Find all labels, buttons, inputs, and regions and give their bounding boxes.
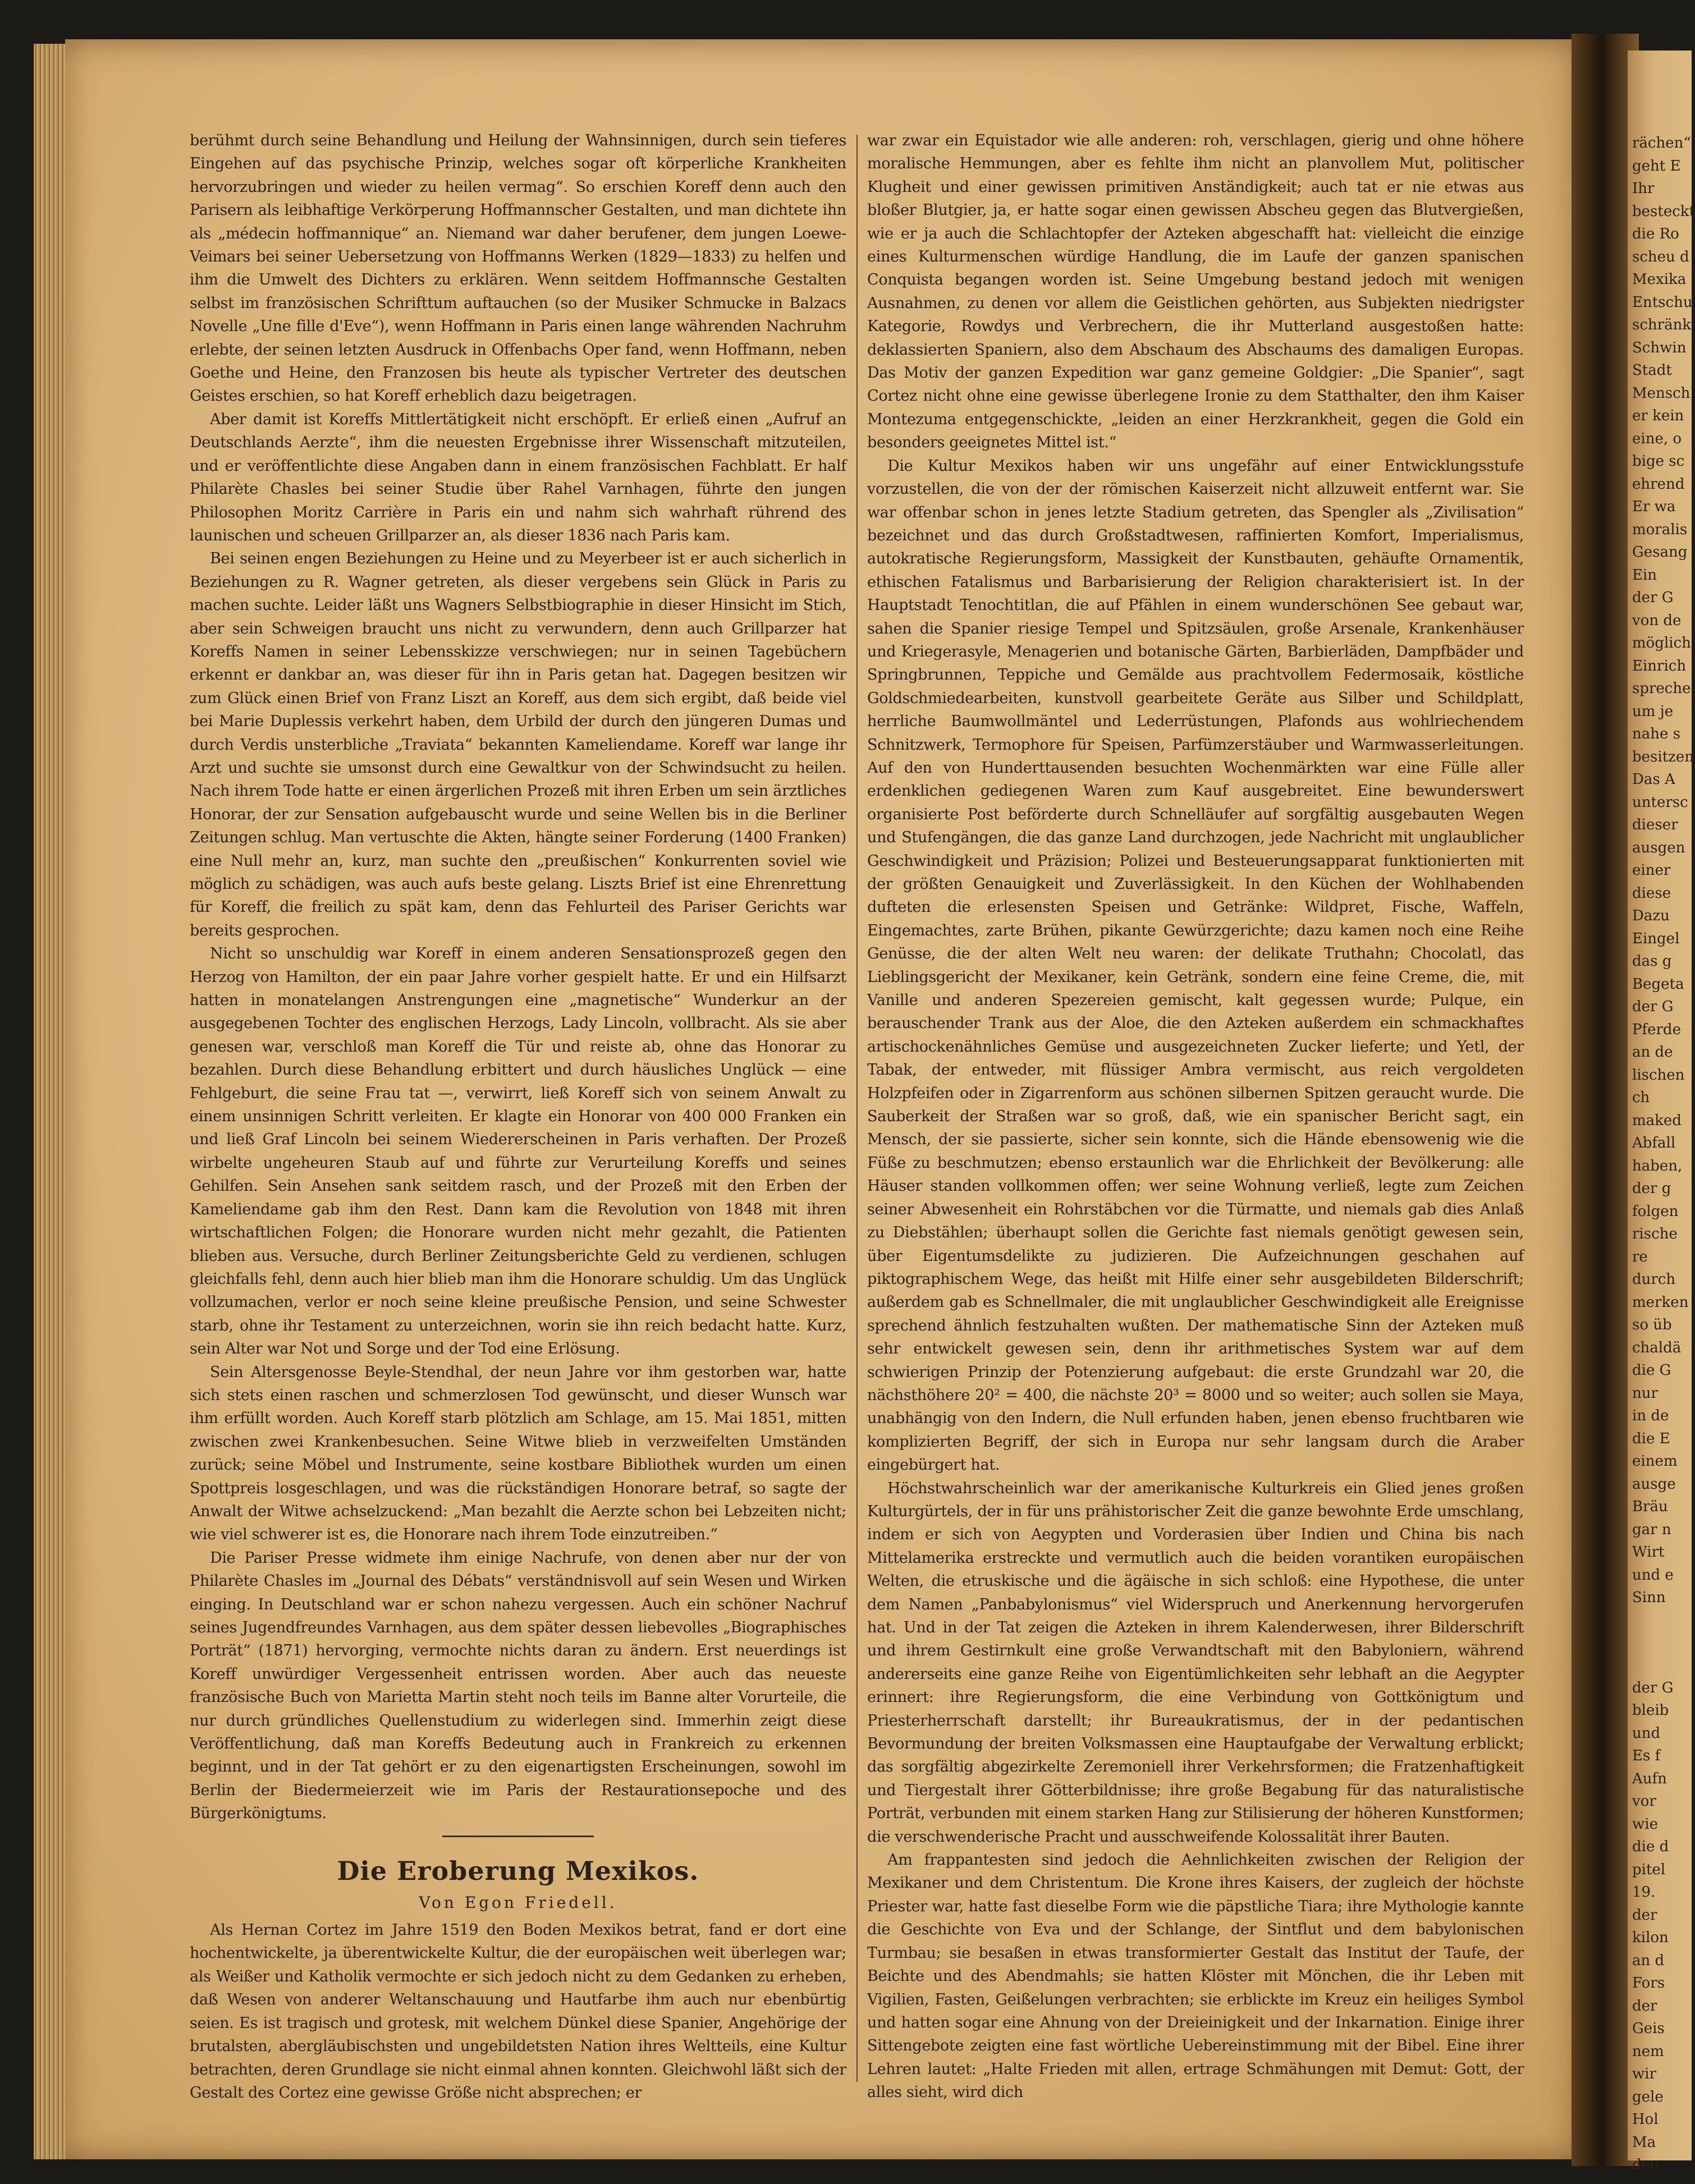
adjacent-text-line: besitzen: [1632, 748, 1694, 765]
adjacent-text-line: folgen: [1632, 1203, 1679, 1220]
adjacent-text-line: Abfall: [1632, 1135, 1676, 1151]
adjacent-text-line: Sinn: [1632, 1589, 1666, 1606]
right-column: [867, 129, 1524, 2104]
adjacent-text-line: der G: [1632, 998, 1674, 1015]
section-divider: [442, 1836, 594, 1837]
adjacent-text-line: Hol: [1632, 2111, 1659, 2128]
adjacent-text-line: Das A: [1632, 771, 1675, 788]
adjacent-text-upper: [1628, 132, 1695, 1609]
adjacent-text-line: und e: [1632, 1566, 1674, 1584]
adjacent-text-line: die Ro: [1632, 226, 1679, 242]
paragraph: berühmt durch seine Behandlung und Heilung der Wahnsinnigen, durch sein tieferes Eingehen auf das psychische Prinzip, welches sogar oft körperliche Krankheiten hervorzubringen und wieder zu heilen vermag“. So erschien Koreff denn auch den Parisern als leibhaftige Verkörperung Hoffmannscher Gestalten, und man dichtete ihn als „médecin hoffmannique“ an. Niemand war daher berufener, dem jungen Loewe-Veimars bei seiner Uebersetzung von Hoffmanns Werken (1829—1833) zu helfen und ihm die Umwelt des Dichters zu erklären. Wenn seitdem Hoffmannsche Gestalten selbst im französischen Schrifttum auftauchen (so der Musiker Schmucke in Balzacs Novelle „Une fille d'Eve“), wenn Hoffmann in Paris einen lange währenden Nachruhm erlebte, der seinen letzten Ausdruck in Offenbachs Oper fand, wenn Hoffmann, neben Goethe und Heine, den Franzosen bis heute als typischer Vertreter des deutschen Geistes erschien, so hat Koreff erheblich dazu beigetragen.: [190, 132, 846, 405]
adjacent-text-line: er kein: [1632, 407, 1684, 424]
article-title: Die Eroberung Mexikos.: [337, 1855, 699, 1886]
adjacent-text-lower: [1628, 1677, 1692, 2177]
adjacent-text-line: Wirt: [1632, 1544, 1665, 1561]
adjacent-text-line: nur: [1632, 1384, 1658, 1402]
adjacent-text-line: ch: [1632, 1089, 1650, 1106]
adjacent-text-line: ausge: [1632, 1475, 1676, 1493]
adjacent-text-line: geht E: [1632, 157, 1681, 175]
adjacent-text-line: Ein: [1632, 566, 1657, 584]
paragraph: Nicht so unschuldig war Koreff in einem anderen Sensationsprozeß gegen den Herzog von Hamilton, der ein paar Jahre vorher gespielt hatte. Er und ein Hilfsarzt hatten in monatelangen Anstrengungen eine „magnetische“ Wunderkur an der ausgegebenen Tochter des englischen Herzogs, Lady Lincoln, vollbracht. Als sie aber genesen war, verschloß man Koreff die Tür und reiste ab, ohne das Honorar zu bezahlen. Durch diese Behandlung erbittert und durch häusliches Unglück — eine Fehlgeburt, die seine Frau tat —, verwirrt, ließ Koreff sich von seinem Anwalt zu einem unsinnigen Schritt verleiten. Er klagte ein Honorar von 400 000 Franken ein und ließ Graf Lincoln bei seinem Wiedererscheinen in Paris verhaften. Der Prozeß wirbelte ungeheuren Staub auf und führte zur Verurteilung Koreffs und seines Gehilfen. Sein Ansehen sank seitdem rasch, und der Prozeß mit den Erben der Kameliendame gab ihm den Rest. Dann kam die Revolution von 1848 mit ihren wirtschaftlichen Folgen; die Honorare wurden nicht mehr gezahlt, die Patienten blieben aus. Versuche, durch Berliner Zeitungsberichte Geld zu verdienen, schlugen gleichfalls fehl, denn auch hier blieb man ihm die Honorare schuldig. Um das Unglück vollzumachen, verlor er noch seine kleine preußische Pension, und seine Schwester starb, ohne ihr Testament zu unterzeichnen, worin sie ihn reich bedacht hatte. Kurz, sein Alter war Not und Sorge und der Tod eine Erlösung.: [190, 945, 846, 1358]
adjacent-page-fragment: [1628, 51, 1695, 2173]
adjacent-text-line: Einrich: [1632, 657, 1687, 675]
adjacent-text-line: 19.: [1632, 1884, 1656, 1901]
adjacent-text-line: Pferde: [1632, 1021, 1681, 1038]
adjacent-text-line: untersc: [1632, 793, 1688, 811]
adjacent-text-line: deu: [1632, 2157, 1660, 2173]
adjacent-text-line: gar n: [1632, 1521, 1671, 1538]
adjacent-text-line: Dazu: [1632, 907, 1670, 924]
adjacent-text-line: die G: [1632, 1362, 1671, 1379]
adjacent-text-line: Fors: [1632, 1975, 1665, 1992]
adjacent-text-line: kilon: [1632, 1929, 1669, 1946]
paragraph: Höchstwahrscheinlich war der amerikanische Kulturkreis ein Glied jenes großen Kulturgürtels, der in für uns prähistorischer Zeit die ganze bewohnte Erde umschlang, indem er sich von Aegypten und Vorderasien über Indien und China bis nach Mittelamerika erstreckte und vermutlich auch die beiden vorantiken europäischen Welten, die etruskische und die ägäische in sich schloß: eine Hypothese, die unter dem Namen „Panbabylonismus“ viel Widerspruch und Anerkennung hervorgerufen hat. Und in der Tat zeigen die Azteken in ihrem Kalenderwesen, ihrer Bilderschrift und ihrem Gestirnkult eine große Verwandtschaft mit den Babyloniern, während andererseits eine ganze Reihe von Eigentümlichkeiten sehr lebhaft an die Aegypter erinnert: ihre Regierungsform, die eine Verbindung von Gottkönigtum und Priesterherrschaft darstellt; ihr Bureaukratismus, der in der pedantischen Bevormundung der breiten Volksmassen eine Hauptaufgabe der Verwaltung erblickt; das sorgfältig abgezirkelte Zeremoniell ihrer Verkehrsformen; die Fratzenhaftigkeit und Tiergestalt ihrer Götterbildnisse; ihre große Begabung für das naturalistische Porträt, verbunden mit einem starken Hang zur Stilisierung der höheren Kunstformen; die verschwenderische Pracht und ausschweifende Kolossalität ihrer Bauten.: [867, 1479, 1524, 1846]
adjacent-text-line: dieser: [1632, 816, 1678, 833]
adjacent-text-line: Begeta: [1632, 975, 1684, 993]
adjacent-text-line: bige sc: [1632, 453, 1685, 470]
adjacent-text-line: möglich: [1632, 635, 1691, 651]
adjacent-text-line: und: [1632, 1724, 1661, 1742]
adjacent-text-line: das g: [1632, 953, 1672, 970]
adjacent-text-line: der G: [1632, 589, 1674, 606]
adjacent-text-line: Mexika: [1632, 271, 1687, 288]
adjacent-text-line: an d: [1632, 1952, 1665, 1969]
adjacent-text-line: Mensch: [1632, 384, 1691, 402]
adjacent-text-line: rächen“: [1632, 135, 1691, 152]
adjacent-text-line: Ma: [1632, 2133, 1656, 2151]
adjacent-text-line: die d: [1632, 1838, 1669, 1855]
adjacent-text-line: Entschu: [1632, 293, 1693, 311]
adjacent-text-line: der G: [1632, 1679, 1674, 1696]
adjacent-text-line: in de: [1632, 1407, 1669, 1424]
adjacent-text-line: von de: [1632, 612, 1682, 629]
adjacent-text-line: spreche: [1632, 680, 1691, 697]
paragraph: Als Hernan Cortez im Jahre 1519 den Boden Mexikos betrat, fand er dort eine hochentwickelte, ja überentwickelte Kultur, die der europäischen weit überlegen war; als Weißer und Katholik vermochte er sich jedoch nicht zu dem Gedanken zu erheben, daß Wesen von anderer Weltanschauung und Hautfarbe ihm auch nur ebenbürtig seien. Es ist tragisch und grotesk, mit welchem Dünkel diese Spanier, Angehörige der brutalsten, abergläubischsten und ungebildetsten Nation ihres Weltteils, eine Kultur betrachten, deren Grundlage sie nicht einmal ahnen konnten. Gleichwohl läßt sich der Gestalt des Cortez eine gewisse Größe nicht absprechen; er: [190, 1921, 846, 2102]
adjacent-text-line: gele: [1632, 2088, 1664, 2105]
adjacent-text-line: Er wa: [1632, 498, 1676, 515]
adjacent-text-line: ausgen: [1632, 839, 1685, 856]
column-divider: [856, 135, 858, 2082]
adjacent-text-line: Geis: [1632, 2020, 1665, 2037]
adjacent-text-line: der: [1632, 1906, 1657, 1924]
left-column: [190, 129, 846, 2104]
adjacent-text-line: an de: [1632, 1044, 1673, 1061]
paragraph: Die Pariser Presse widmete ihm einige Nachrufe, von denen aber nur der von Philarète Chasles im „Journal des Débats“ verständnisvoll auf sein Wesen und Wirken einging. In Deutschland war er schon nahezu vergessen. Auch ein schöner Nachruf seines Jugendfreundes Varnhagen, aus dem später dessen liebevolles „Biographisches Porträt“ (1871) hervorging, vermochte nichts daran zu ändern. Erst neuerdings ist Koreff unwürdiger Vergessenheit entrissen worden. Aber auch das neueste französische Buch von Marietta Martin steht noch teils im Banne alter Vorurteile, die nur durch gründliches Quellenstudium zu widerlegen sind. Immerhin zeigt diese Veröffentlichung, daß man Koreffs Bedeutung auch in Frankreich zu erkennen beginnt, und in der Tat gehört er zu den eigenartigsten Erscheinungen, sowohl im Berlin der Biedermeierzeit wie im Paris der Restaurationsepoche und des Bürgerkönigtums.: [190, 1549, 846, 1823]
paragraph: Am frappantesten sind jedoch die Aehnlichkeiten zwischen der Religion der Mexikaner und dem Christentum. Die Krone ihres Kaisers, der zugleich der höchste Priester war, hatte fast dieselbe Form wie die päpstliche Tiara; ihre Mythologie kannte die Geschichte von Eva und der Schlange, der Sintflut und dem babylonischen Turmbau; sie besaßen in etwas transformierter Gestalt das Institut der Taufe, der Beichte und des Abendmahls; sie hatten Klöster mit Mönchen, die ihr Leben mit Vigilien, Fasten, Geißelungen verbrachten; sie erblickte im Kreuz ein heiliges Symbol und hatten sogar eine Ahnung von der Dreieinigkeit und der Inkarnation. Einige ihrer Sittengebote zeigten eine fast wörtliche Uebereinstimmung mit der Bibel. Eine ihrer Lehren lautet: „Halte Frieden mit allen, ertrage Schmähungen mit Demut: Gott, der alles sieht, wird dich: [867, 1851, 1524, 2102]
adjacent-text-line: einer: [1632, 862, 1671, 879]
adjacent-text-line: re: [1632, 1248, 1648, 1265]
adjacent-text-line: der g: [1632, 1180, 1671, 1197]
adjacent-text-line: der: [1632, 1997, 1657, 2015]
adjacent-text-line: schränk: [1632, 316, 1692, 333]
paragraph: war zwar ein Equistador wie alle anderen: roh, verschlagen, gierig und ohne höhere moralische Hemmungen, aber es fehlte ihm nicht an planvollem Mut, politischer Klugheit und einer gewissen primitiven Anständigkeit; auch tat er nie etwas aus bloßer Blutgier, ja, er hatte sogar einen gewissen Abscheu gegen das Blutvergießen, wie er ja auch die Schlachtopfer der Azteken abgeschafft hat: vielleicht die einzige eines Kulturmenschen würdige Handlung, die im Laufe der ganzen spanischen Conquista begangen worden ist. Seine Umgebung bestand jedoch mit wenigen Ausnahmen, zu denen vor allem die Geistlichen gehörten, aus Subjekten niedrigster Kategorie, Rowdys und Verbrechern, die ihr Mutterland ausgestoßen hatte: deklassierten Spaniern, also dem Abschaum des Abschaums des damaligen Europas. Das Motiv der ganzen Expedition war ganz gemeine Goldgier: „Die Spanier“, sagt Cortez nicht ohne eine gewisse überlegene Ironie zu dem Statthalter, den ihm Kaiser Montezuma entgegenschickte, „leiden an einer Herzkrankheit, gegen die Gold ein besonders geeignetes Mittel ist.“: [867, 132, 1524, 452]
adjacent-text-line: maked: [1632, 1112, 1682, 1129]
paragraph: Sein Altersgenosse Beyle-Stendhal, der neun Jahre vor ihm gestorben war, hatte sich stets einen raschen und schmerzlosen Tod gewünscht, und dieser Wunsch war ihm erfüllt worden. Auch Koreff starb plötzlich am Schlage, am 15. Mai 1851, mitten zwischen zwei Krankenbesuchen. Seine Witwe blieb in verzweifelten Umständen zurück; seine Möbel und Instrumente, seine kostbare Bibliothek wurden um einen Spottpreis losgeschlagen, und was die rückständigen Honorare betraf, so sagte der Anwalt der Witwe achselzuckend: „Man bezahlt die Aerzte schon bei Lebzeiten nicht; wie viel schwerer ist es, die Honorare nach ihrem Tode einzutreiben.“: [190, 1363, 846, 1544]
adjacent-text-line: Aufn: [1632, 1770, 1667, 1787]
adjacent-text-line: haben,: [1632, 1157, 1683, 1174]
paragraph: Aber damit ist Koreffs Mittlertätigkeit nicht erschöpft. Er erließ einen „Aufruf an Deutschlands Aerzte“, ihm die neuesten Ergebnisse ihrer Wissenschaft mitzuteilen, und er veröffentlichte diese Angaben dann in einem französischen Fachblatt. Er half Philarète Chasles bei seiner Studie über Rahel Varnhagen, führte den jungen Philosophen Moritz Carrière in Paris ein und nahm sich wahrhaft rührend des launischen und scheuen Grillparzer an, als dieser 1836 nach Paris kam.: [190, 410, 846, 544]
adjacent-text-line: Eingel: [1632, 930, 1680, 947]
adjacent-text-line: diese: [1632, 884, 1671, 902]
adjacent-text-line: einem: [1632, 1453, 1678, 1470]
adjacent-text-line: chaldä: [1632, 1339, 1682, 1356]
page-stack-edge: [34, 44, 67, 2159]
adjacent-text-line: pitel: [1632, 1861, 1666, 1878]
adjacent-text-line: die E: [1632, 1430, 1670, 1447]
adjacent-text-line: Bräu: [1632, 1498, 1668, 1515]
adjacent-text-line: besteckt: [1632, 203, 1695, 220]
adjacent-text-line: Schwin: [1632, 339, 1687, 356]
adjacent-text-line: merken: [1632, 1293, 1689, 1311]
adjacent-text-line: nahe s: [1632, 726, 1680, 742]
adjacent-text-line: durch: [1632, 1271, 1676, 1288]
adjacent-text-line: rische: [1632, 1226, 1678, 1242]
paragraph: Die Kultur Mexikos haben wir uns ungefähr auf einer Entwicklungsstufe vorzustellen, die von der der römischen Kaiserzeit nicht allzuweit entfernt war. Sie war offenbar schon in jenes letzte Stadium getreten, das Spengler als „Zivilisation“ bezeichnet und das durch Großstadtwesen, raffinierten Komfort, Imperialismus, autokratische Regierungsform, Massigkeit der Kunstbauten, gehäufte Ornamentik, ethischen Fatalismus und Barbarisierung der Religion charakterisiert ist. In der Hauptstadt Tenochtitlan, die auf Pfählen in einem wunderschönen See gebaut war, sahen die Spanier riesige Tempel und Spitzsäulen, große Arsenale, Krankenhäuser und Kriegerasyle, Menagerien und botanische Gärten, Barbierläden, Dampfbäder und Springbrunnen, Teppiche und Gemälde aus prachtvollem Federmosaik, köstliche Goldschmiedearbeiten, kunstvoll gearbeitete Geräte aus Silber und Schildplatt, herrliche Baumwollmäntel und Lederrüstungen, Plafonds aus wohlriechendem Schnitzwerk, Termophore für Speisen, Parfümzerstäuber und Warmwasserleitungen. Auf den von Hunderttausenden besuchten Wochenmärkten war eine Fülle aller erdenklichen gediegenen Waren zum Kauf ausgebreitet. Eine bewunderswert organisierte Post beförderte durch Schnelläufer auf sorgfältig ausgebauten Wegen und Stufengängen, die das ganze Land durchzogen, jede Nachricht mit unglaublicher Geschwindigkeit und Präzision; Polizei und Besteuerungsapparat funktionierten mit der größten Genauigkeit und Zuverlässigkeit. In den Küchen der Wohlhabenden dufteten die erlesensten Speisen und Getränke: Wildpret, Fische, Waffeln, Eingemachtes, zarte Brühen, pikante Gewürzgerichte; dazu kamen noch eine Reihe Genüsse, die der alten Welt neu waren: der delikate Truthahn; Chocolatl, das Lieblingsgericht der Mexikaner, kein Getränk, sondern eine feine Creme, die, mit Vanille und anderen Spezereien gemischt, kalt gegessen wurde; Pulque, ein berauschender Trank aus der Aloe, die den Azteken außerdem ein schmackhaftes artischockenähnliches Gemüse und ausgezeichneten Zucker lieferte; und Yetl, der Tabak, der entweder, mit flüssiger Ambra vermischt, aus reich vergoldeten Holzpfeifen oder in Zigarrenform aus schönen silbernen Spitzen geraucht wurde. Die Sauberkeit der Straßen war so groß, daß, wie ein spanischer Bericht sagt, ein Mensch, der sie passierte, sicher sein konnte, sich die Hände ebensowenig wie die Füße zu beschmutzen; ebenso erstaunlich war die Ehrlichkeit der Bevölkerung: alle Häuser standen vollkommen offen; wer seine Wohnung verließ, legte zum Zeichen seiner Abwesenheit ein Rohrstäbchen vor die Türmatte, und niemals gab dies Anlaß zu Diebstählen; überhaupt sollen die Gerichte fast niemals genötigt gewesen sein, über Eigentumsdelikte zu judizieren. Die Aufzeichnungen geschahen auf piktographischem Wege, das heißt mit Hilfe einer sehr ausgebildeten Bilderschrift; außerdem gab es Schnellmaler, die mit unglaublicher Geschwindigkeit alle Ereignisse sprechend ähnlich festzuhalten wußten. Der mathematische Sinn der Azteken muß sehr entwickelt gewesen sein, denn ihr arithmetisches System war auf dem schwierigen Prinzip der Potenzierung aufgebaut: die erste Grundzahl war 20, die nächsthöhere 20² = 400, die nächste 20³ = 8000 und so weiter; auch sollen sie Maya, unabhängig von den Indern, die Null erfunden haben, jenen ebenso fruchtbaren wie komplizierten Begriff, der sich in Europa nur sehr langsam durch die Araber eingebürgert hat.: [867, 457, 1524, 1474]
adjacent-text-line: Stadt: [1632, 362, 1672, 379]
adjacent-text-line: lischen: [1632, 1066, 1685, 1084]
adjacent-text-line: wie: [1632, 1815, 1658, 1833]
adjacent-text-line: ehrend: [1632, 475, 1685, 493]
adjacent-text-line: vor: [1632, 1793, 1656, 1810]
adjacent-text-line: Ihr: [1632, 180, 1655, 197]
adjacent-text-line: so üb: [1632, 1316, 1672, 1333]
adjacent-text-line: nem: [1632, 2043, 1664, 2060]
adjacent-text-line: um je: [1632, 703, 1674, 720]
adjacent-text-line: moralis: [1632, 521, 1688, 538]
adjacent-text-line: eine, o: [1632, 430, 1682, 447]
adjacent-text-line: bleib: [1632, 1702, 1669, 1719]
adjacent-text-line: Es f: [1632, 1747, 1661, 1764]
article-byline: Von Egon Friedell.: [419, 1893, 617, 1912]
adjacent-text-line: wir: [1632, 2066, 1656, 2082]
adjacent-text-line: scheu d: [1632, 248, 1689, 265]
adjacent-text-line: Gesang: [1632, 544, 1688, 561]
paragraph: Bei seinen engen Beziehungen zu Heine und zu Meyerbeer ist er auch sicherlich in Beziehungen zu R. Wagner getreten, als dieser vergebens sein Glück in Paris zu machen suchte. Leider läßt uns Wagners Selbstbiographie in dieser Hinsicht im Stich, aber sein Schweigen braucht uns nicht zu verwundern, denn auch Grillparzer hat Koreffs Namen in seiner Lebensskizze verschwiegen; nur in seinen Tagebüchern erkennt er dankbar an, was dieser für ihn in Paris getan hat. Dagegen besitzen wir zum Glück einen Brief von Franz Liszt an Koreff, aus dem sich ergibt, daß beide viel bei Marie Duplessis verkehrt haben, dem Urbild der durch den jüngeren Dumas und durch Verdis unsterbliche „Traviata“ bekannten Kameliendame. Koreff war lange ihr Arzt und suchte sie umsonst durch eine Gewaltkur von der Schwindsucht zu heilen. Nach ihrem Tode hatte er einen ärgerlichen Prozeß mit ihren Erben um sein ärztliches Honorar, der zur Sensation aufgebauscht wurde und seine Wellen bis in die Berliner Zeitungen schlug. Man vertuschte die Akten, hängte seiner Forderung (1400 Franken) eine Null mehr an, kurz, man suchte den „preußischen“ Konkurrenten soviel wie möglich zu schädigen, was auch aufs beste gelang. Liszts Brief ist eine Ehrenrettung für Koreff, die freilich zu spät kam, denn das Fehlurteil des Pariser Gerichts war bereits gesprochen.: [190, 550, 846, 939]
